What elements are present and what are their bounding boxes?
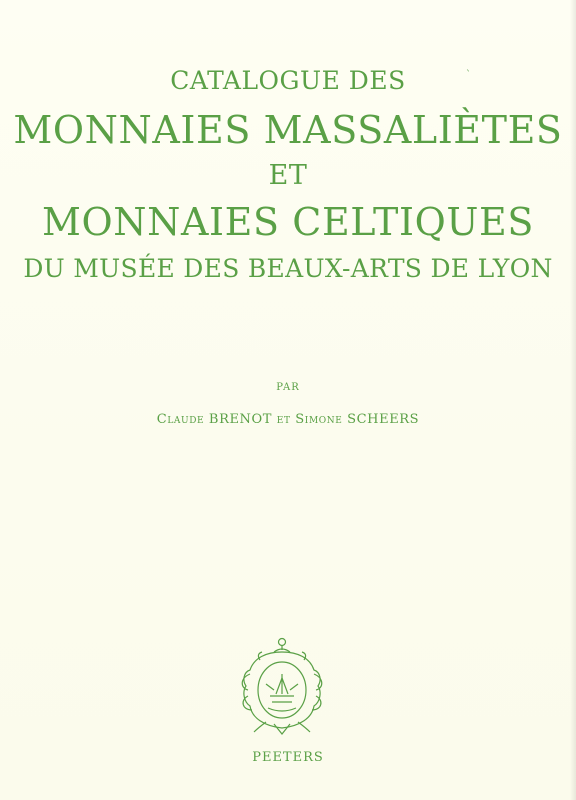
subtitle: DU MUSÉE DES BEAUX-ARTS DE LYON — [23, 254, 553, 283]
authors: Claude BRENOT et Simone SCHEERS — [156, 412, 420, 427]
title-line-1: CATALOGUE DES — [170, 66, 406, 95]
by-label: PAR — [276, 382, 300, 393]
stray-mark: ˋ — [466, 70, 471, 81]
title-line-3: ET — [268, 160, 308, 191]
publisher-emblem-icon — [236, 634, 328, 736]
title-line-4: MONNAIES CELTIQUES — [42, 200, 534, 244]
publisher-name: PEETERS — [252, 750, 324, 765]
title-line-2: MONNAIES MASSALIÈTES — [13, 108, 563, 152]
